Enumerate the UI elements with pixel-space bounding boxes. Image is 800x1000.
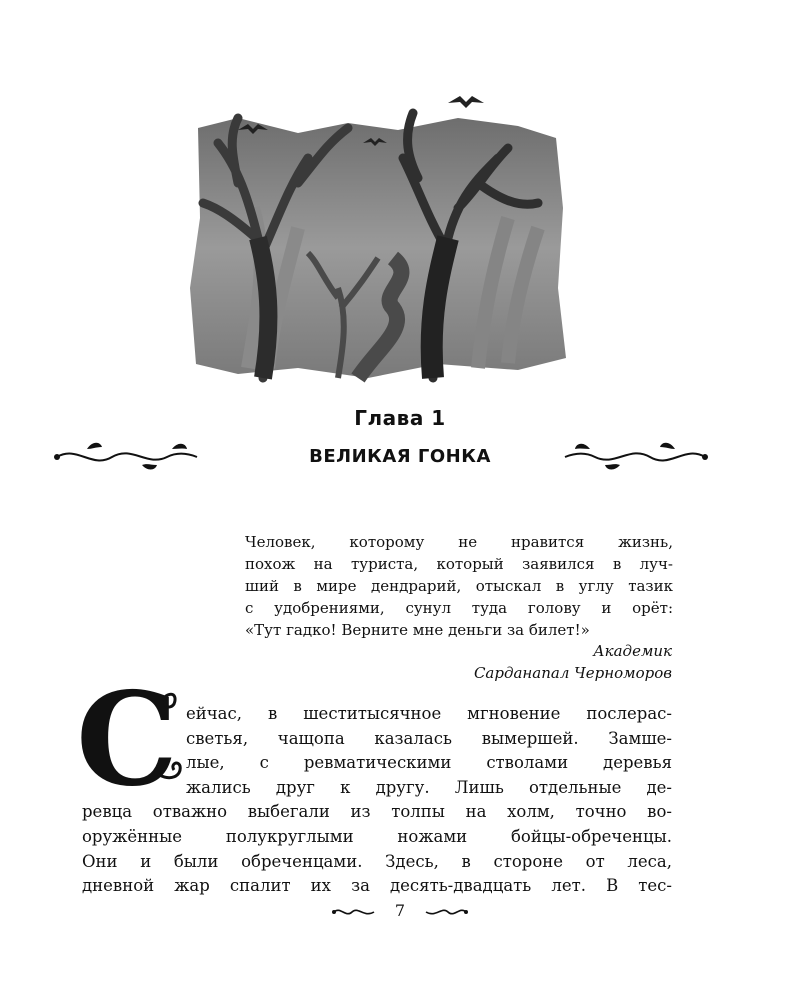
author-name: Сарданапал Черноморов	[473, 664, 672, 682]
body-line: лые, с ревматическими стволами деревья	[186, 753, 672, 773]
body-line: оружённые полукруглыми ножами бойцы-обреченцы.	[82, 826, 672, 846]
epigraph	[245, 531, 673, 641]
drop-cap-glyph: С	[76, 672, 178, 802]
body-line: жались друг к другу. Лишь отдельные де-	[186, 777, 672, 797]
body-line: Они и были обреченцами. Здесь, в стороне от леса,	[82, 851, 672, 871]
body-line: дневной жар спалит их за десять-двадцать лет. В тес-	[82, 876, 672, 896]
footer-ornament-right	[424, 904, 468, 920]
body-line: светья, чащопа казалась вымершей. Замше-	[186, 728, 672, 748]
chapter-label: Глава 1	[354, 406, 446, 430]
epigraph-line: Человек, которому не нравится жизнь,	[245, 533, 673, 551]
chapter-title: ВЕЛИКАЯ ГОНКА	[309, 446, 491, 467]
epigraph-line: с удобрениями, сунул туда голову и орёт:	[245, 599, 673, 617]
page-footer	[0, 901, 800, 920]
epigraph-author	[474, 640, 672, 684]
author-title: Академик	[593, 642, 672, 660]
chapter-illustration-haunted-forest	[178, 88, 570, 383]
flourish-ornament-right	[560, 435, 710, 475]
body-line: ейчас, в шеститысячное мгновение послерас-	[186, 704, 672, 723]
body-text	[82, 702, 672, 899]
footer-ornament-left	[332, 904, 376, 920]
epigraph-line: похож на туриста, который заявился в луч-	[245, 555, 673, 573]
page-number: 7	[394, 901, 406, 920]
epigraph-line: «Тут гадко! Верните мне деньги за билет!»	[245, 621, 590, 639]
body-line: ревца отважно выбегали из толпы на холм, точно во-	[82, 802, 672, 822]
epigraph-line: ший в мире дендрарий, отыскал в углу тазик	[245, 577, 673, 595]
